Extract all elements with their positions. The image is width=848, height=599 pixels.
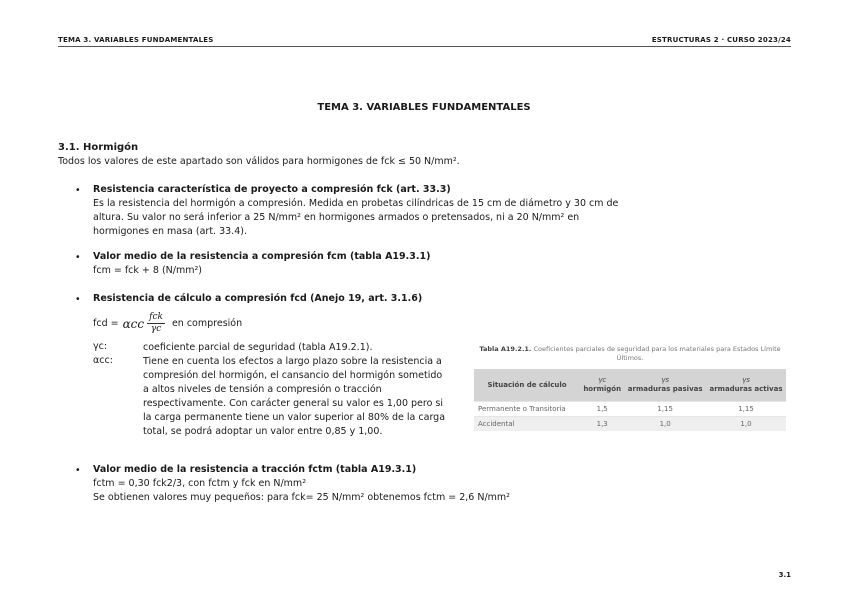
table-caption-text: Coeficientes parciales de seguridad para los materiales para Estados Límite Últimos. [533, 345, 781, 362]
table-cell: 1,5 [580, 402, 624, 417]
item-fcm-formula: fcm = fck + 8 (N/mm²) [93, 265, 202, 276]
section-heading: 3.1. Hormigón [58, 142, 139, 153]
bullet-icon: • [75, 185, 81, 196]
fcd-formula [93, 312, 242, 335]
header-divider [58, 46, 791, 47]
fcd-formula-suffix: en compresión [171, 318, 243, 329]
item-fctm-formula: fctm = 0,30 fck2/3, con fctm y fck en N/mm² [93, 478, 306, 489]
gamma-description: coeficiente parcial de seguridad (tabla A19.2.1). [143, 342, 373, 353]
table-cell: 1,15 [706, 402, 786, 417]
safety-coefficients-table [474, 369, 786, 431]
table-row [474, 402, 786, 417]
table-cell: Permanente o Transitoria [474, 402, 580, 417]
item-fctm-heading: Valor medio de la resistencia a tracción fctm (tabla A19.3.1) [93, 464, 417, 475]
table-cell: 1,3 [580, 417, 624, 432]
alpha-cc-symbol: αcc [122, 316, 145, 331]
table-caption-label: Tabla A19.2.1. [479, 345, 532, 353]
item-fck-heading: Resistencia característica de proyecto a compresión fck (art. 33.3) [93, 184, 451, 195]
item-fctm-note: Se obtienen valores muy pequeños: para fck= 25 N/mm² obtenemos fctm = 2,6 N/mm² [93, 492, 510, 503]
table-caption [474, 345, 786, 363]
fcd-fraction [147, 312, 165, 335]
table-header: γs armaduras activas [706, 369, 786, 402]
table-cell: 1,15 [624, 402, 706, 417]
table-cell: 1,0 [706, 417, 786, 432]
section-intro: Todos los valores de este apartado son válidos para hormigones de fck ≤ 50 N/mm². [58, 156, 460, 167]
table-header: γs armaduras pasivas [624, 369, 706, 402]
item-fck-body: Es la resistencia del hormigón a compresión. Medida en probetas cilíndricas de 15 cm de diámetro y 30 cm de altura. Su valor no será inferior a 25 N/mm² en hormigones armados o pretensados, ni a 20 N/mm² en hormigones en masa (art. 33.4). [93, 198, 619, 237]
bullet-icon: • [75, 294, 81, 305]
item-fcd-heading: Resistencia de cálculo a compresión fcd (Anejo 19, art. 3.1.6) [93, 293, 423, 304]
table-row [474, 417, 786, 432]
item-fcm [93, 250, 638, 278]
table-cell: 1,0 [624, 417, 706, 432]
fraction-numerator: fck [149, 312, 163, 322]
fraction-denominator: γc [150, 324, 162, 334]
item-fck [93, 183, 638, 239]
item-fctm [93, 463, 653, 505]
header-left: TEMA 3. VARIABLES FUNDAMENTALES [58, 36, 214, 44]
table-header: Situación de cálculo [474, 369, 580, 402]
page-number: 3.1 [778, 571, 791, 579]
table-cell: Accidental [474, 417, 580, 432]
gamma-symbol: γc: [93, 341, 108, 352]
item-fcd [93, 292, 638, 306]
alpha-symbol: αcc: [93, 355, 113, 366]
page-title: TEMA 3. VARIABLES FUNDAMENTALES [317, 102, 531, 113]
header-right: ESTRUCTURAS 2 · CURSO 2023/24 [651, 36, 791, 44]
alpha-description: Tiene en cuenta los efectos a largo plazo sobre la resistencia a compresión del hormigón, el cansancio del hormigón sometido a altos niveles de tensión a compresión o tracción respectivamente. Con carácter general su valor es 1,00 pero si la carga permanente tiene un valor superior al 80% de la carga total, se podrá adoptar un valor entre 0,85 y 1,00. [143, 356, 446, 437]
item-fcm-heading: Valor medio de la resistencia a compresión fcm (tabla A19.3.1) [93, 251, 431, 262]
fcd-formula-lhs: fcd = [93, 318, 119, 329]
bullet-icon: • [75, 465, 81, 476]
bullet-icon: • [75, 252, 81, 263]
table-header: γc hormigón [580, 369, 624, 402]
